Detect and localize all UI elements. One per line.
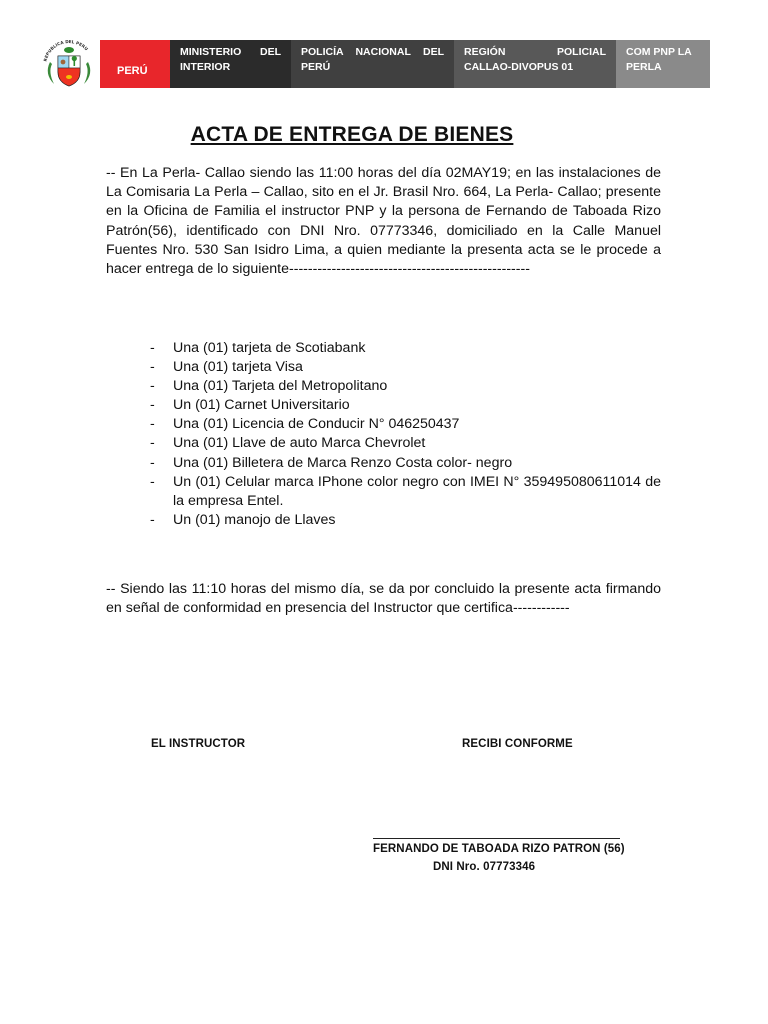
closing-paragraph: -- Siendo las 11:10 horas del mismo día, se da por concluido la presente acta firmando en señal de conformidad en presencia del Instructor que certifica------------ [106,581,661,617]
header-region: REGIÓN POLICIAL CALLAO-DIVOPUS 01 [454,40,616,88]
peru-coat-of-arms-icon [38,40,100,88]
header-ministerio: MINISTERIO DEL INTERIOR [170,40,291,88]
list-dash: - [150,416,155,433]
list-dash: - [150,378,155,395]
list-item [150,396,661,415]
list-item [150,511,661,530]
list-item [150,473,661,511]
item-text: Un (01) Celular marca IPhone color negro con IMEI N° 359495080611014 de la empresa Entel. [173,473,661,509]
item-text: Una (01) tarjeta Visa [173,359,303,376]
list-item [150,339,661,358]
list-item [150,377,661,396]
list-dash: - [150,359,155,376]
item-text: Un (01) manojo de Llaves [173,511,336,528]
item-text: Una (01) Tarjeta del Metropolitano [173,378,388,395]
intro-paragraph: -- En La Perla- Callao siendo las 11:00 horas del día 02MAY19; en las instalaciones de La Comisaria La Perla – Callao, sito en el Jr. Brasil Nro. 664, La Perla- Callao; presente en la Oficina de Familia el instructor PNP y la persona de Fernando de Taboada Rizo Patrón(56), identificado con DNI Nro. 07773346, domiciliado en la Calle Manuel Fuentes Nro. 530 San Isidro Lima, a quien mediante la presenta acta se le procede a hacer entrega de lo siguiente--------------------------------------------------- [106,165,661,278]
list-item [150,454,661,473]
list-item [150,415,661,434]
item-text: Un (01) Carnet Universitario [173,397,350,414]
items-list [150,339,661,530]
document-title: ACTA DE ENTREGA DE BIENES [190,123,514,146]
item-text: Una (01) Licencia de Conducir N° 046250437 [173,416,460,433]
signature-recibi-label: RECIBI CONFORME [462,738,573,750]
signature-line [373,838,620,839]
list-dash: - [150,340,155,356]
item-text: Una (01) tarjeta de Scotiabank [173,340,366,356]
header-peru: PERÚ [100,40,170,88]
list-dash: - [150,454,155,471]
item-text: Una (01) Llave de auto Marca Chevrolet [173,435,426,452]
svg-text:REPUBLICA DEL PERU: REPUBLICA DEL PERU [42,40,90,63]
list-dash: - [150,435,155,452]
header-policia: POLICÍA NACIONAL DEL PERÚ [291,40,454,88]
signature-instructor-label: EL INSTRUCTOR [151,738,246,750]
list-dash: - [150,473,155,490]
item-text: Una (01) Billetera de Marca Renzo Costa color- negro [173,454,513,471]
list-dash: - [150,397,155,414]
signature-dni: DNI Nro. 07773346 [433,861,536,873]
list-item [150,434,661,453]
signature-name: FERNANDO DE TABOADA RIZO PATRON (56) [373,843,625,855]
list-item [150,358,661,377]
list-dash: - [150,511,155,528]
header-comisaria: COM PNP LA PERLA [616,40,710,88]
letterhead [38,40,710,88]
